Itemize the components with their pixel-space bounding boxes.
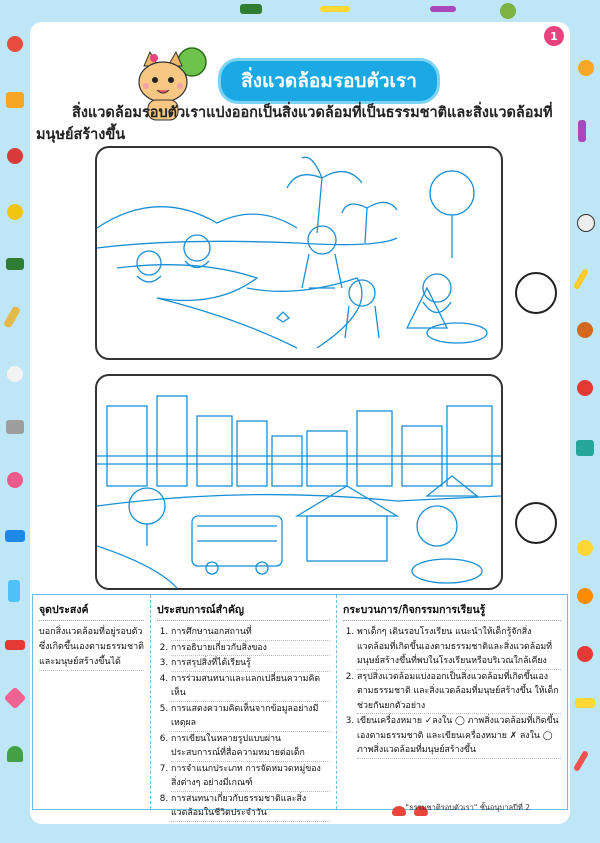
pencil-icon [573, 750, 589, 772]
apple-icon [500, 3, 516, 19]
nature-answer-circle[interactable] [515, 272, 557, 314]
balloon-icon [577, 588, 593, 604]
rabbit-icon [7, 366, 23, 382]
nature-scene-picture [95, 146, 503, 360]
book-icon [576, 440, 594, 456]
process-item: 1. พาเด็กๆ เดินรอบโรงเรียน แนะนำให้เด็กรู้จักสิ่งแวดล้อมที่เกิดขึ้นเองตามธรรมชาติและสิ่งแวดล้อมที่มนุษย์สร้างขึ้นที่พบในโรงเรียนหรือบริเวณใกล้เคียง [357, 625, 561, 670]
nature-scene-drawing [97, 148, 501, 358]
scissors-icon [577, 380, 593, 396]
starfish-icon [4, 687, 27, 710]
page-title: สิ่งแวดล้อมรอบตัวเรา [218, 58, 440, 104]
process-item: 2. สรุปสิ่งแวดล้อมแบ่งออกเป็นสิ่งแวดล้อมที่เกิดขึ้นเองตามธรรมชาติ และสิ่งแวดล้อมที่มนุษย์สร้างขึ้น ให้เด็กช่วยกันยกตัวอย่าง [357, 670, 561, 715]
experience-item: 1. การศึกษานอกสถานที่ [171, 625, 330, 641]
clock-icon [7, 36, 23, 52]
worksheet-page [30, 22, 570, 824]
objective-heading: จุดประสงค์ [39, 601, 144, 621]
right-decoration-strip [570, 0, 600, 843]
flower-icon [7, 472, 23, 488]
lesson-info-box [32, 594, 568, 818]
milk-icon [8, 580, 20, 602]
book-icon [240, 4, 262, 14]
pencil-icon [573, 268, 589, 290]
bus-icon [575, 698, 595, 708]
page-number-badge: 1 [544, 26, 564, 46]
calculator-icon [6, 420, 24, 434]
process-item: 3. เขียนเครื่องหมาย ✓ลงใน ◯ ภาพสิ่งแวดล้อมที่เกิดขึ้นเองตามธรรมชาติ และเขียนเครื่องหมาย ✗ ลงใน ◯ ภาพสิ่งแวดล้อมที่มนุษย์สร้างขึ้น [357, 714, 561, 759]
experience-item: 3. การสรุปสิ่งที่ได้เรียนรู้ [171, 656, 330, 672]
objective-text: บอกสิ่งแวดล้อมที่อยู่รอบตัวซึ่งเกิดขึ้นเองตามธรรมชาติและมนุษย์สร้างขึ้นได้ [39, 625, 144, 671]
soccer-ball-icon [577, 214, 595, 232]
crayon-icon [578, 120, 586, 142]
pencil-icon [320, 6, 350, 12]
crayon-icon [430, 6, 456, 12]
process-heading: กระบวนการ/กิจกรรมการเรียนรู้ [343, 601, 561, 621]
process-list [343, 625, 561, 759]
crab-icon [392, 806, 406, 816]
squirrel-icon [577, 322, 593, 338]
paint-icon [577, 646, 593, 662]
ruler-icon [3, 305, 21, 328]
left-decoration-strip [0, 0, 30, 843]
top-decoration-strip [30, 0, 570, 22]
experience-item: 8. การสนทนาเกี่ยวกับธรรมชาติและสิ่งแวดล้อมในชีวิตประจำวัน [171, 792, 330, 822]
experience-item: 6. การเขียนในหลายรูปแบบผ่านประสบการณ์ที่สื่อความหมายต่อเด็ก [171, 732, 330, 762]
paint-icon [7, 204, 23, 220]
car-icon [5, 530, 25, 542]
experience-item: 4. การร่วมสนทนาและแลกเปลี่ยนความคิดเห็น [171, 672, 330, 702]
process-column [337, 595, 567, 809]
experience-heading: ประสบการณ์สำคัญ [157, 601, 330, 621]
bus-icon [5, 640, 25, 650]
apple-icon [7, 148, 23, 164]
city-answer-circle[interactable] [515, 502, 557, 544]
plant-icon [7, 746, 23, 762]
experience-item: 5. การแสดงความคิดเห็นจากข้อมูลอย่างมีเหตุผล [171, 702, 330, 732]
lightbulb-icon [577, 540, 593, 556]
book-icon [6, 92, 24, 108]
balloon-icon [578, 60, 594, 76]
objective-column [33, 595, 151, 809]
intro-text: สิ่งแวดล้อมรอบตัวเราแบ่งออกเป็นสิ่งแวดล้อมที่เป็นธรรมชาติและสิ่งแวดล้อมที่มนุษย์สร้างขึ้น [36, 105, 553, 143]
city-scene-picture [95, 374, 503, 590]
city-scene-drawing [97, 376, 501, 588]
chalkboard-icon [6, 258, 24, 270]
book-footer: "ธรรมชาติรอบตัวเรา" ชั้นอนุบาลปีที่ 2 [405, 803, 530, 812]
experience-item: 2. การอธิบายเกี่ยวกับสิ่งของ [171, 641, 330, 657]
experience-list [157, 625, 330, 822]
experience-column [151, 595, 337, 818]
experience-item: 7. การจำแนกประเภท การจัดหมวดหมู่ของสิ่งต่างๆ อย่างมีเกณฑ์ [171, 762, 330, 792]
